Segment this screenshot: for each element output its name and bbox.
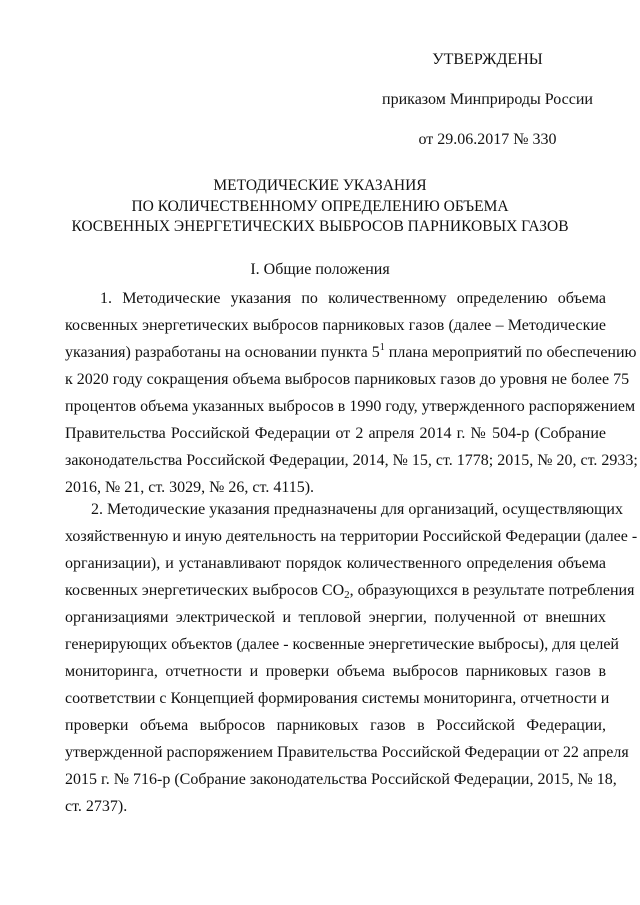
footnote-superscript: 1 bbox=[379, 342, 385, 353]
section-heading: I. Общие положения bbox=[250, 261, 390, 278]
paragraph-2-line: утвержденной распоряжением Правительства Российской Федерации от 22 апреля bbox=[65, 744, 629, 761]
approval-date: от 29.06.2017 № 330 bbox=[418, 131, 557, 148]
co2-subscript: 2 bbox=[344, 589, 350, 601]
paragraph-2-line: организации), и устанавливают порядок количественного определения объема bbox=[65, 555, 606, 572]
document-title bbox=[60, 176, 580, 238]
paragraph-1-line: 1. Методические указания по количественному определению объема bbox=[100, 290, 606, 307]
paragraph-2-text: , образующихся в результате потребления bbox=[349, 582, 635, 599]
paragraph-1-line bbox=[65, 339, 637, 366]
paragraph-2-line: проверки объема выбросов парниковых газов в Российской Федерации, bbox=[65, 717, 606, 734]
approval-order: приказом Минприроды России bbox=[382, 91, 593, 108]
approval-heading: УТВЕРЖДЕНЫ bbox=[432, 51, 543, 68]
paragraph-1 bbox=[65, 285, 638, 501]
paragraph-2-line: соответствии с Концепцией формирования системы мониторинга, отчетности и bbox=[65, 690, 610, 707]
paragraph-1-line: косвенных энергетических выбросов парниковых газов (далее – Методические bbox=[65, 317, 606, 334]
title-line-3: КОСВЕННЫХ ЭНЕРГЕТИЧЕСКИХ ВЫБРОСОВ ПАРНИКОВЫХ ГАЗОВ bbox=[71, 218, 569, 235]
paragraph-1-line: процентов объема указанных выбросов в 1990 году, утвержденного распоряжением bbox=[65, 398, 636, 415]
paragraph-2-line: 2. Методические указания предназначены для организаций, осуществляющих bbox=[91, 501, 623, 518]
paragraph-1-line: законодательства Российской Федерации, 2014, № 15, ст. 1778; 2015, № 20, ст. 2933; bbox=[65, 452, 638, 469]
paragraph-2-line: мониторинга, отчетности и проверки объема выбросов парниковых газов в bbox=[65, 663, 606, 680]
title-line-2: ПО КОЛИЧЕСТВЕННОМУ ОПРЕДЕЛЕНИЮ ОБЪЕМА bbox=[131, 197, 509, 215]
paragraph-1-text: плана мероприятий по обеспечению bbox=[384, 344, 637, 361]
paragraph-2-line bbox=[65, 577, 635, 604]
paragraph-2-line: генерирующих объектов (далее - косвенные энергетические выбросы), для целей bbox=[65, 636, 619, 653]
title-line-1: МЕТОДИЧЕСКИЕ УКАЗАНИЯ bbox=[213, 177, 427, 194]
paragraph-1-line: 2016, № 21, ст. 3029, № 26, ст. 4115). bbox=[65, 479, 315, 496]
paragraph-2-line: 2015 г. № 716-р (Собрание законодательства Российской Федерации, 2015, № 18, bbox=[65, 771, 617, 788]
paragraph-1-text: указания) разработаны на основании пункта 5 bbox=[65, 344, 380, 361]
paragraph-2 bbox=[65, 496, 638, 820]
paragraph-2-text: косвенных энергетических выбросов CO bbox=[65, 582, 345, 599]
paragraph-2-line: ст. 2737). bbox=[65, 798, 128, 815]
approval-block bbox=[380, 40, 595, 160]
paragraph-1-line: Правительства Российской Федерации от 2 апреля 2014 г. № 504-р (Собрание bbox=[65, 425, 606, 442]
paragraph-2-line: хозяйственную и иную деятельность на территории Российской Федерации (далее - bbox=[65, 528, 638, 545]
paragraph-2-line: организациями электрической и тепловой энергии, полученной от внешних bbox=[65, 609, 606, 626]
paragraph-1-line: к 2020 году сокращения объема выбросов парниковых газов до уровня не более 75 bbox=[65, 371, 630, 388]
